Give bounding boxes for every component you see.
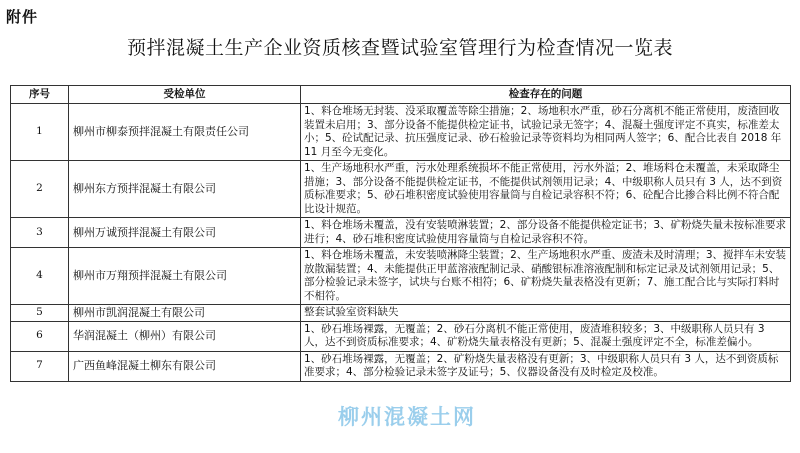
attachment-label: 附件	[6, 8, 39, 26]
row-number: 6	[11, 321, 69, 351]
table-row	[11, 104, 791, 161]
inspected-unit: 广西鱼峰混凝土柳东有限公司	[69, 351, 301, 381]
row-number: 7	[11, 351, 69, 381]
inspected-unit: 柳州市柳泰预拌混凝土有限责任公司	[69, 104, 301, 161]
problems-text: 1、砂石堆场裸露，无覆盖；2、砂石分离机不能正常使用，废渣堆积较多；3、中级职称人员只有 3 人，达不到资质标准要求；4、矿粉烧失量表格没有更新；5、混凝土强度评定不全，标准差偏小。	[301, 321, 791, 351]
table-row	[11, 218, 791, 248]
row-number: 1	[11, 104, 69, 161]
problems-text: 1、料仓堆场无封装、没采取覆盖等除尘措施；2、场地积水严重，砂石分离机不能正常使用，废渣回收装置未启用；3、部分设备不能提供检定证书，试验记录无签字；4、混凝土强度评定不真实，标准差太小；5、砼试配记录、抗压强度记录、砂石检验记录等资料均为相同两人签字；6、配合比表自 2018 年 11 月至今无变化。	[301, 104, 791, 161]
table-header-row	[11, 86, 791, 104]
page-title: 预拌混凝土生产企业资质核查暨试验室管理行为检查情况一览表	[126, 37, 673, 59]
problems-text: 1、料仓堆场未覆盖，未安装喷淋降尘装置；2、生产场地积水严重、废渣未及时清理；3、搅拌车未安装放散漏装置；4、未能提供正甲蓝溶液配制记录、硝酸银标准溶液配制和标定记录及试剂领用记录；5、部分检验记录未签字，试块与台账不相符；6、矿粉烧失量表格没有更新；7、施工配合比与实际打料时不相符。	[301, 248, 791, 305]
inspected-unit: 柳州市万翔预拌混凝土有限公司	[69, 248, 301, 305]
inspected-unit: 华润混凝土（柳州）有限公司	[69, 321, 301, 351]
inspected-unit: 柳州东方预拌混凝土有限公司	[69, 161, 301, 218]
inspected-unit: 柳州市凯润混凝土有限公司	[69, 305, 301, 322]
column-header-no: 序号	[11, 86, 69, 104]
row-number: 3	[11, 218, 69, 248]
row-number: 2	[11, 161, 69, 218]
table-row	[11, 248, 791, 305]
table-row	[11, 351, 791, 381]
table-row	[11, 321, 791, 351]
problems-text: 1、生产场地积水严重，污水处理系统损坏不能正常使用，污水外溢；2、堆场料仓未覆盖，未采取降尘措施；3、部分设备不能提供检定证书，不能提供试剂领用记录；4、中级职称人员只有 3 人，达不到资质标准要求；5、砂石堆积密度试验使用容量筒与自检记录容积不符；6、砼配合比掺合料比例不符合配比设计规范。	[301, 161, 791, 218]
problems-text: 1、砂石堆场裸露，无覆盖；2、矿粉烧失量表格没有更新；3、中级职称人员只有 3 人，达不到资质标准要求；4、部分检验记录未签字及证号；5、仪器设备没有及时检定及校准。	[301, 351, 791, 381]
column-header-problems: 检查存在的问题	[301, 86, 791, 104]
inspection-table	[10, 85, 791, 382]
problems-text: 整套试验室资料缺失	[301, 305, 791, 322]
table-row	[11, 305, 791, 322]
site-watermark: 柳州混凝土网	[338, 405, 476, 429]
row-number: 4	[11, 248, 69, 305]
table-row	[11, 161, 791, 218]
row-number: 5	[11, 305, 69, 322]
inspected-unit: 柳州万诚预拌混凝土有限公司	[69, 218, 301, 248]
problems-text: 1、料仓堆场未覆盖，没有安装喷淋装置；2、部分设备不能提供检定证书；3、矿粉烧失量未按标准要求进行；4、砂石堆积密度试验使用容量筒与自检记录容积不符。	[301, 218, 791, 248]
column-header-unit: 受检单位	[69, 86, 301, 104]
